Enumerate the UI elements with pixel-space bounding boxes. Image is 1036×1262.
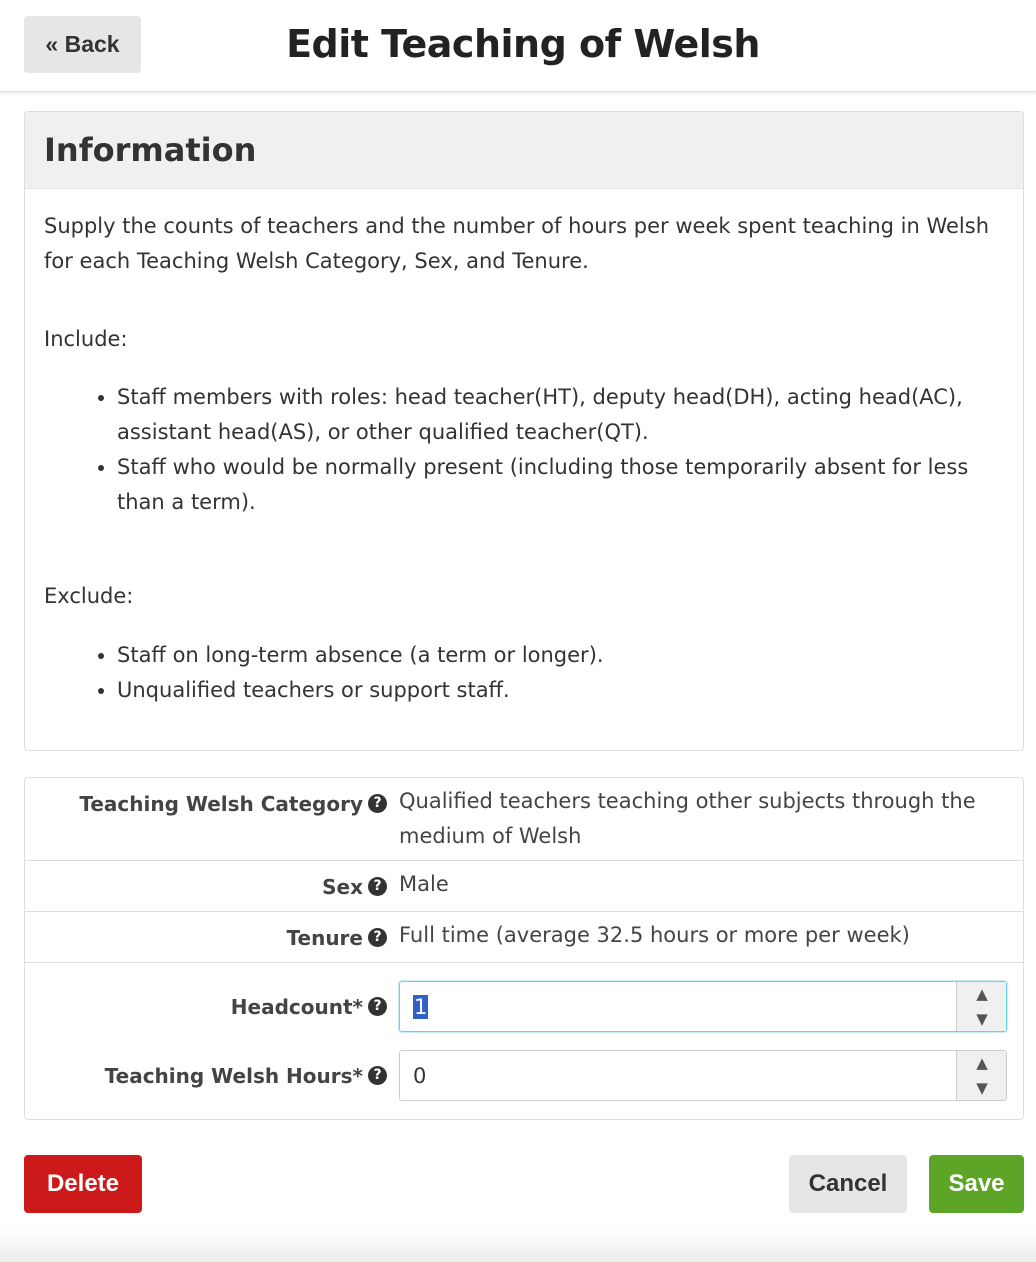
category-row <box>25 778 1023 861</box>
information-heading: Information <box>25 112 1023 189</box>
footer-strip <box>0 1228 1036 1262</box>
headcount-label <box>25 995 387 1019</box>
cancel-button[interactable]: Cancel <box>789 1155 907 1213</box>
tenure-label-text: Tenure <box>286 926 363 950</box>
question-circle-icon[interactable]: ? <box>368 877 387 896</box>
headcount-label-text: Headcount* <box>230 995 363 1019</box>
form-panel <box>24 777 1024 1120</box>
include-label: Include: <box>44 327 128 351</box>
hours-value[interactable]: 0 <box>413 1064 427 1088</box>
list-item: • Unqualified teachers or support staff. <box>117 673 1004 708</box>
back-button[interactable]: « Back <box>24 16 141 73</box>
sex-value: Male <box>399 872 449 896</box>
intro-text: Supply the counts of teachers and the number of hours per week spent teaching in Welsh for each Teaching Welsh Category, Sex, and Tenure. <box>44 214 989 273</box>
caret-up-icon[interactable]: ▲ <box>976 1054 988 1072</box>
tenure-value: Full time (average 32.5 hours or more per week) <box>399 923 910 947</box>
question-circle-icon[interactable]: ? <box>368 794 387 813</box>
save-button[interactable]: Save <box>929 1155 1024 1213</box>
sex-row <box>25 861 1023 912</box>
hours-spinner <box>956 1051 1006 1100</box>
caret-up-icon[interactable]: ▲ <box>976 985 988 1003</box>
hours-label-text: Teaching Welsh Hours* <box>104 1064 363 1088</box>
list-item: • Staff members with roles: head teacher(HT), deputy head(DH), acting head(AC), assistant head(AS), or other qualified teacher(QT). <box>117 380 1004 450</box>
tenure-label <box>25 926 387 950</box>
caret-down-icon[interactable]: ▼ <box>976 1079 988 1097</box>
tenure-row <box>25 912 1023 963</box>
delete-button[interactable]: Delete <box>24 1155 142 1213</box>
caret-down-icon[interactable]: ▼ <box>976 1010 988 1028</box>
question-circle-icon[interactable]: ? <box>368 997 387 1016</box>
information-body <box>25 189 1023 708</box>
headcount-spinner <box>956 982 1006 1031</box>
question-circle-icon[interactable]: ? <box>368 928 387 947</box>
sex-label <box>25 875 387 899</box>
hours-label <box>25 1064 387 1088</box>
category-label <box>25 792 387 816</box>
list-item: • Staff who would be normally present (including those temporarily absent for less than a term). <box>117 450 1004 520</box>
exclude-list <box>44 638 1004 708</box>
include-list <box>44 380 1004 520</box>
list-item: • Staff on long-term absence (a term or longer). <box>117 638 1004 673</box>
sex-label-text: Sex <box>322 875 363 899</box>
category-label-text: Teaching Welsh Category <box>79 792 363 816</box>
information-panel <box>24 111 1024 751</box>
page-header <box>0 0 1036 92</box>
headcount-value[interactable] <box>413 992 428 1022</box>
inputs-row <box>25 963 1023 1119</box>
question-circle-icon[interactable]: ? <box>368 1066 387 1085</box>
hours-input[interactable] <box>399 1050 1007 1101</box>
headcount-selected-text: 1 <box>414 995 428 1019</box>
page-title: Edit Teaching of Welsh <box>286 22 760 66</box>
headcount-input[interactable] <box>399 981 1007 1032</box>
exclude-label: Exclude: <box>44 584 134 608</box>
category-value: Qualified teachers teaching other subjects through the medium of Welsh <box>399 789 976 848</box>
